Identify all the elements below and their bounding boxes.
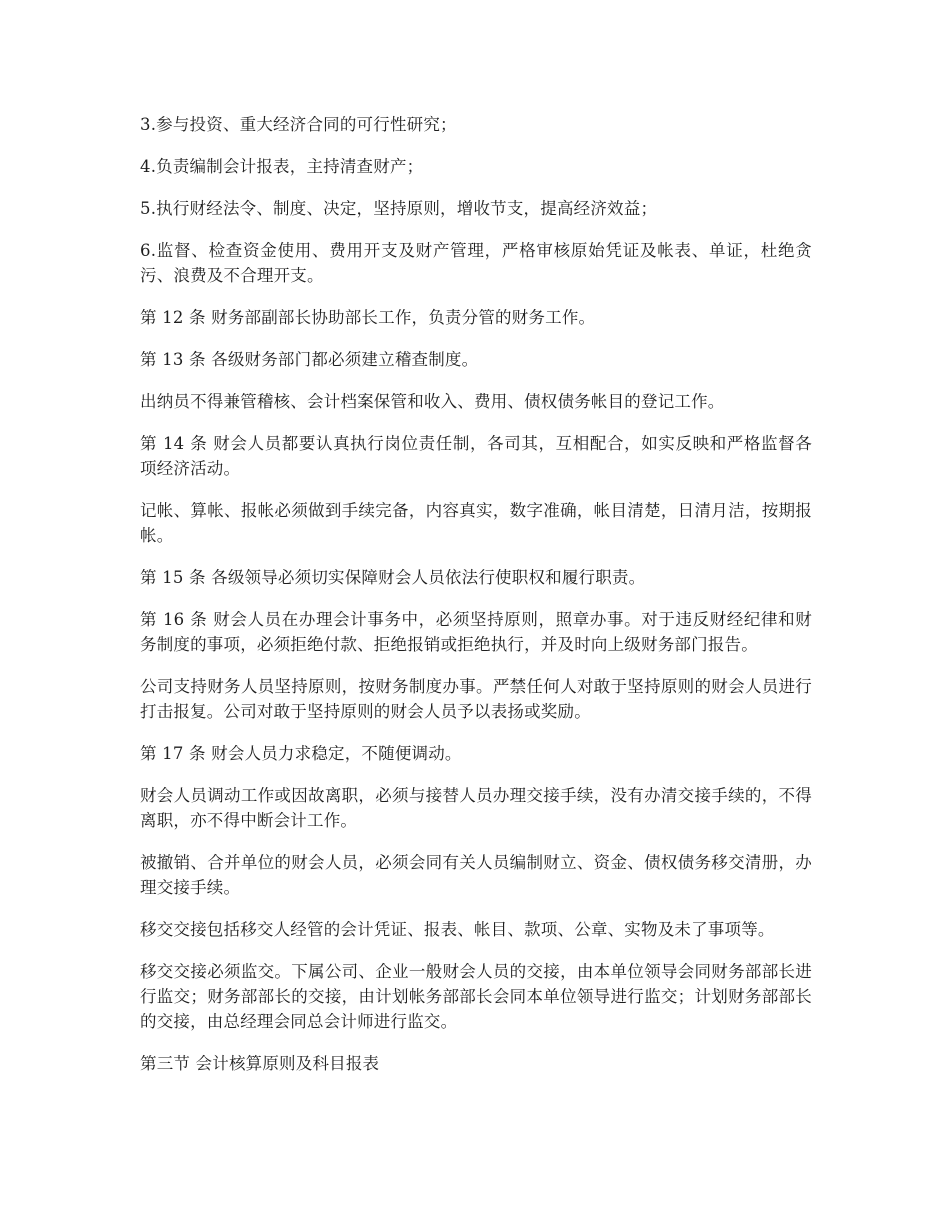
paragraph-item-6: 6.监督、检查资金使用、费用开支及财产管理，严格审核原始凭证及帐表、单证，杜绝贪污、浪费及不合理开支。 <box>140 241 812 285</box>
article-14-detail: 记帐、算帐、报帐必须做到手续完备，内容真实，数字准确，帐目清楚，日清月洁，按期报帐。 <box>140 501 812 545</box>
article-13: 第 13 条 各级财务部门都必须建立稽查制度。 <box>140 350 479 369</box>
article-12: 第 12 条 财务部副部长协助部长工作，负责分管的财务工作。 <box>140 308 596 327</box>
section-heading: 第三节 会计核算原则及科目报表 <box>140 1054 380 1073</box>
article-15: 第 15 条 各级领导必须切实保障财会人员依法行使职权和履行职责。 <box>140 568 646 587</box>
article-13-detail: 出纳员不得兼管稽核、会计档案保管和收入、费用、债权债务帐目的登记工作。 <box>140 392 725 411</box>
article-14: 第 14 条 财会人员都要认真执行岗位责任制，各司其，互相配合，如实反映和严格监督各项经济活动。 <box>140 434 812 478</box>
article-16-detail: 公司支持财务人员坚持原则，按财务制度办事。严禁任何人对敢于坚持原则的财会人员进行打击报复。公司对敢于坚持原则的财会人员予以表扬或奖励。 <box>140 677 812 721</box>
article-17-detail-2: 被撤销、合并单位的财会人员，必须会同有关人员编制财立、资金、债权债务移交清册，办理交接手续。 <box>140 853 812 897</box>
document-page <box>140 112 812 1093</box>
article-17: 第 17 条 财会人员力求稳定，不随便调动。 <box>140 744 462 763</box>
article-17-detail-1: 财会人员调动工作或因故离职，必须与接替人员办理交接手续，没有办清交接手续的，不得离职，亦不得中断会计工作。 <box>140 786 812 830</box>
paragraph-item-4: 4.负责编制会计报表，主持清查财产； <box>140 157 424 176</box>
paragraph-item-5: 5.执行财经法令、制度、决定，坚持原则，增收节支，提高经济效益； <box>140 199 658 218</box>
article-17-detail-4: 移交交接必须监交。下属公司、企业一般财会人员的交接，由本单位领导会同财务部部长进行监交；财务部部长的交接，由计划帐务部部长会同本单位领导进行监交；计划财务部部长的交接，由总经理会同总会计师进行监交。 <box>140 962 812 1031</box>
article-17-detail-3: 移交交接包括移交人经管的会计凭证、报表、帐目、款项、公章、实物及未了事项等。 <box>140 920 775 939</box>
article-16: 第 16 条 财会人员在办理会计事务中，必须坚持原则，照章办事。对于违反财经纪律和财务制度的事项，必须拒绝付款、拒绝报销或拒绝执行，并及时向上级财务部门报告。 <box>140 610 812 654</box>
paragraph-item-3: 3.参与投资、重大经济合同的可行性研究； <box>140 115 457 134</box>
